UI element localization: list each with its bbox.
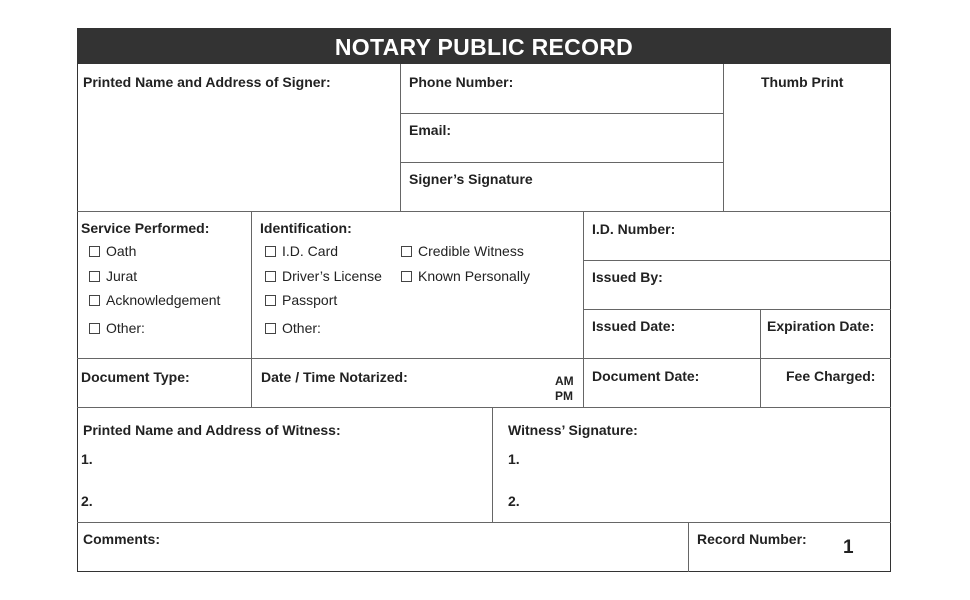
witness-sig-2-number: 2. [508,493,520,509]
checkbox-jurat[interactable] [89,268,137,284]
divider [492,407,493,522]
divider [251,211,252,407]
issued-by-field[interactable]: Issued By: [592,269,663,285]
checkbox-label: Oath [106,243,137,259]
checkbox-drivers-license[interactable] [265,268,382,284]
issued-date-field[interactable]: Issued Date: [592,318,676,334]
checkbox-label: Jurat [106,268,138,284]
checkbox-icon [401,271,412,282]
divider [583,309,891,310]
pm-option[interactable]: PM [555,389,573,403]
checkbox-label: Other: [282,320,321,336]
checkbox-oath[interactable] [89,243,136,259]
identification-label: Identification: [260,220,352,236]
checkbox-id-card[interactable] [265,243,338,259]
divider [77,407,891,408]
witness-2-number: 2. [81,493,93,509]
divider [723,64,724,211]
checkbox-label: I.D. Card [282,243,339,259]
checkbox-icon [265,323,276,334]
checkbox-label: Credible Witness [418,243,524,259]
divider [77,211,891,212]
am-option[interactable]: AM [555,374,574,388]
record-number-label: Record Number: [697,531,807,547]
checkbox-known-personally[interactable] [401,268,530,284]
thumb-print-field[interactable]: Thumb Print [761,74,844,90]
witness-1-number: 1. [81,451,93,467]
checkbox-id-other[interactable] [265,320,321,336]
checkbox-icon [265,295,276,306]
checkbox-acknowledgement[interactable] [89,292,220,308]
checkbox-label: Passport [282,292,338,308]
checkbox-service-other[interactable] [89,320,145,336]
signer-signature-field[interactable]: Signer’s Signature [409,171,533,187]
checkbox-icon [89,295,100,306]
checkbox-icon [89,323,100,334]
divider [77,522,891,523]
checkbox-passport[interactable] [265,292,337,308]
email-field[interactable]: Email: [409,122,452,138]
checkbox-icon [89,271,100,282]
fee-charged-field[interactable]: Fee Charged: [786,368,876,384]
checkbox-icon [265,271,276,282]
form-title: NOTARY PUBLIC RECORD [77,28,891,64]
checkbox-label: Driver’s License [282,268,382,284]
expiration-date-field[interactable]: Expiration Date: [767,318,875,334]
checkbox-credible-witness[interactable] [401,243,524,259]
date-time-notarized-field[interactable]: Date / Time Notarized: [261,369,408,385]
checkbox-icon [89,246,100,257]
document-type-field[interactable]: Document Type: [81,369,190,385]
checkbox-label: Other: [106,320,145,336]
checkbox-icon [265,246,276,257]
document-date-field[interactable]: Document Date: [592,368,700,384]
record-number-value: 1 [843,537,854,558]
signer-name-address-field[interactable]: Printed Name and Address of Signer: [83,74,331,90]
id-number-field[interactable]: I.D. Number: [592,221,676,237]
divider [400,162,723,163]
divider [688,522,689,572]
divider [400,64,401,211]
divider [583,260,891,261]
service-performed-label: Service Performed: [81,220,210,236]
divider [77,358,891,359]
witness-signature-field[interactable]: Witness’ Signature: [508,422,638,438]
witness-name-address-field[interactable]: Printed Name and Address of Witness: [83,422,341,438]
comments-field[interactable]: Comments: [83,531,161,547]
checkbox-icon [401,246,412,257]
witness-sig-1-number: 1. [508,451,520,467]
checkbox-label: Known Personally [418,268,531,284]
divider [400,113,723,114]
phone-number-field[interactable]: Phone Number: [409,74,514,90]
checkbox-label: Acknowledgement [106,292,221,308]
